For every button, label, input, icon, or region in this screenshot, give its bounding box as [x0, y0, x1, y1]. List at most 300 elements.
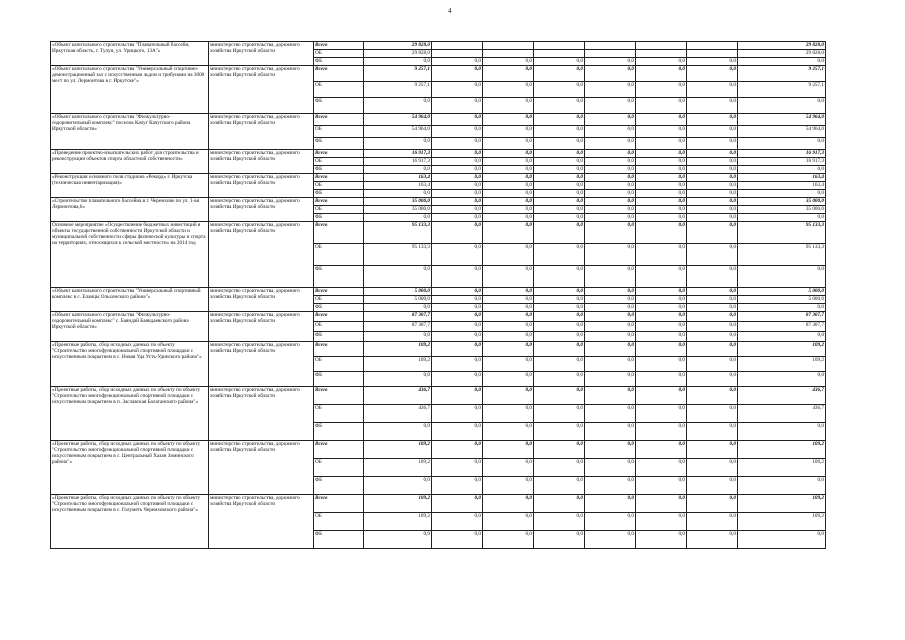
amount-cell: 0,0: [483, 342, 534, 357]
amount-cell: 87 307,7: [738, 322, 826, 332]
funding-source-cell: Всего: [314, 114, 364, 126]
funding-source-cell: Всего: [314, 312, 364, 322]
amount-cell: 16 917,3: [738, 158, 826, 166]
amount-cell: 0,0: [636, 126, 687, 138]
amount-cell: 0,0: [483, 387, 534, 405]
amount-cell: 109,2: [364, 342, 432, 357]
amount-cell: 0,0: [364, 58, 432, 66]
amount-cell: 0,0: [483, 126, 534, 138]
amount-cell: 0,0: [585, 372, 636, 387]
funding-source-cell: ОБ: [314, 182, 364, 190]
executor-cell: министерство строительства, дорожного хозяйства Иркутской области: [209, 114, 314, 150]
amount-cell: 0,0: [636, 322, 687, 332]
activity-name-cell: «Объект капитального строительства "Универсальный спортивный комплекс в с. Еланцы Ольхонского района"»: [51, 288, 209, 312]
amount-cell: 0,0: [738, 372, 826, 387]
amount-cell: 9 257,1: [738, 82, 826, 98]
amount-cell: 0,0: [432, 98, 483, 114]
amount-cell: 0,0: [432, 198, 483, 206]
amount-cell: 0,0: [636, 459, 687, 477]
amount-cell: 0,0: [534, 372, 585, 387]
amount-cell: 0,0: [534, 66, 585, 82]
amount-cell: 0,0: [432, 513, 483, 531]
amount-cell: 0,0: [636, 513, 687, 531]
table-row: [51, 342, 826, 357]
amount-cell: 109,2: [738, 513, 826, 531]
amount-cell: 87 307,7: [364, 312, 432, 322]
amount-cell: 0,0: [364, 372, 432, 387]
amount-cell: 0,0: [534, 114, 585, 126]
amount-cell: 0,0: [636, 304, 687, 312]
amount-cell: 0,0: [636, 332, 687, 342]
amount-cell: 0,0: [738, 332, 826, 342]
amount-cell: 0,0: [585, 304, 636, 312]
table-row: [51, 42, 826, 50]
amount-cell: 0,0: [432, 387, 483, 405]
amount-cell: 0,0: [636, 288, 687, 296]
amount-cell: 0,0: [636, 214, 687, 222]
executor-cell: министерство строительства, дорожного хозяйства Иркутской области: [209, 174, 314, 198]
amount-cell: 0,0: [687, 296, 738, 304]
amount-cell: 0,0: [636, 174, 687, 182]
amount-cell: 0,0: [585, 182, 636, 190]
amount-cell: [585, 42, 636, 50]
amount-cell: 0,0: [534, 58, 585, 66]
amount-cell: 0,0: [534, 206, 585, 214]
amount-cell: 0,0: [687, 98, 738, 114]
amount-cell: 0,0: [687, 342, 738, 357]
amount-cell: 54 964,0: [364, 114, 432, 126]
amount-cell: 0,0: [432, 244, 483, 266]
amount-cell: [687, 42, 738, 50]
amount-cell: 0,0: [534, 82, 585, 98]
amount-cell: 0,0: [636, 182, 687, 190]
amount-cell: 0,0: [687, 332, 738, 342]
amount-cell: 0,0: [432, 312, 483, 322]
amount-cell: 0,0: [534, 531, 585, 549]
activity-name-cell: «Объект капитального строительства "Физкультурно-оздоровительный комплекс" с. Баяндай Баяндаевского района Иркутской области»: [51, 312, 209, 342]
amount-cell: [636, 50, 687, 58]
amount-cell: 0,0: [585, 357, 636, 372]
amount-cell: 0,0: [687, 244, 738, 266]
executor-cell: министерство строительства, дорожного хозяйства Иркутской области: [209, 288, 314, 312]
amount-cell: 0,0: [738, 190, 826, 198]
page-number: 4: [448, 7, 452, 15]
amount-cell: 0,0: [483, 158, 534, 166]
amount-cell: 0,0: [585, 244, 636, 266]
activity-name-cell: «Проектные работы, сбор исходных данных по объекту по объекту "Строительство многофункциональной спортивной площадки с искусственным покрытием в п. Заславская Балаганского района"»: [51, 387, 209, 441]
amount-cell: 0,0: [687, 206, 738, 214]
amount-cell: 0,0: [432, 222, 483, 244]
funding-source-cell: Всего: [314, 288, 364, 296]
amount-cell: 0,0: [483, 495, 534, 513]
amount-cell: 54 964,0: [364, 126, 432, 138]
amount-cell: 0,0: [364, 190, 432, 198]
amount-cell: 0,0: [636, 244, 687, 266]
amount-cell: 0,0: [364, 423, 432, 441]
amount-cell: 0,0: [534, 513, 585, 531]
amount-cell: 5 000,0: [738, 288, 826, 296]
amount-cell: 0,0: [534, 244, 585, 266]
funding-source-cell: ФБ: [314, 423, 364, 441]
amount-cell: 29 828,0: [364, 50, 432, 58]
amount-cell: 0,0: [483, 174, 534, 182]
amount-cell: 0,0: [636, 98, 687, 114]
amount-cell: 0,0: [687, 423, 738, 441]
amount-cell: 95 133,3: [738, 222, 826, 244]
amount-cell: 0,0: [636, 357, 687, 372]
table-row: [51, 150, 826, 158]
funding-source-cell: Всего: [314, 174, 364, 182]
amount-cell: 0,0: [483, 372, 534, 387]
amount-cell: 0,0: [432, 288, 483, 296]
amount-cell: 0,0: [483, 244, 534, 266]
table-row: [51, 222, 826, 244]
amount-cell: 0,0: [687, 66, 738, 82]
amount-cell: 0,0: [585, 138, 636, 150]
amount-cell: 0,0: [585, 158, 636, 166]
amount-cell: 0,0: [483, 459, 534, 477]
funding-source-cell: ОБ: [314, 244, 364, 266]
funding-source-cell: ОБ: [314, 126, 364, 138]
amount-cell: 0,0: [687, 288, 738, 296]
table-row: [51, 288, 826, 296]
funding-source-cell: Всего: [314, 441, 364, 459]
amount-cell: 0,0: [534, 158, 585, 166]
amount-cell: 16 917,3: [364, 150, 432, 158]
amount-cell: 9 257,1: [364, 82, 432, 98]
amount-cell: 0,0: [534, 342, 585, 357]
amount-cell: 0,0: [534, 495, 585, 513]
amount-cell: 0,0: [687, 182, 738, 190]
funding-source-cell: Всего: [314, 342, 364, 357]
amount-cell: 0,0: [483, 214, 534, 222]
amount-cell: 0,0: [483, 150, 534, 158]
amount-cell: 29 828,0: [738, 50, 826, 58]
amount-cell: 0,0: [687, 174, 738, 182]
amount-cell: 0,0: [432, 190, 483, 198]
amount-cell: 0,0: [636, 312, 687, 322]
amount-cell: 0,0: [687, 138, 738, 150]
amount-cell: 0,0: [585, 214, 636, 222]
amount-cell: 0,0: [483, 322, 534, 332]
amount-cell: 0,0: [432, 266, 483, 288]
activity-name-cell: «Объект капитального строительства "Плавательный бассейн, Иркутская область, г. Тулун, ул. Урицкого, 13А"»: [51, 42, 209, 66]
amount-cell: 0,0: [687, 222, 738, 244]
amount-cell: 0,0: [636, 82, 687, 98]
amount-cell: 0,0: [687, 459, 738, 477]
amount-cell: 0,0: [432, 357, 483, 372]
amount-cell: 29 828,0: [364, 42, 432, 50]
funding-source-cell: ОБ: [314, 82, 364, 98]
funding-source-cell: ОБ: [314, 158, 364, 166]
amount-cell: 87 307,7: [738, 312, 826, 322]
amount-cell: 0,0: [738, 423, 826, 441]
amount-cell: 0,0: [432, 423, 483, 441]
amount-cell: 0,0: [432, 477, 483, 495]
amount-cell: 0,0: [483, 513, 534, 531]
amount-cell: 0,0: [636, 495, 687, 513]
amount-cell: 109,2: [364, 513, 432, 531]
amount-cell: 0,0: [432, 66, 483, 82]
amount-cell: [534, 42, 585, 50]
amount-cell: 0,0: [483, 332, 534, 342]
amount-cell: 0,0: [636, 138, 687, 150]
amount-cell: 436,7: [364, 405, 432, 423]
amount-cell: 0,0: [738, 166, 826, 174]
amount-cell: 0,0: [687, 357, 738, 372]
amount-cell: 0,0: [534, 459, 585, 477]
amount-cell: 0,0: [534, 423, 585, 441]
amount-cell: 0,0: [483, 296, 534, 304]
amount-cell: 0,0: [432, 114, 483, 126]
amount-cell: 0,0: [534, 477, 585, 495]
amount-cell: 0,0: [432, 182, 483, 190]
amount-cell: 0,0: [483, 58, 534, 66]
amount-cell: 0,0: [432, 372, 483, 387]
amount-cell: 0,0: [585, 423, 636, 441]
amount-cell: 0,0: [483, 477, 534, 495]
amount-cell: 163,4: [738, 174, 826, 182]
amount-cell: 0,0: [534, 198, 585, 206]
amount-cell: [687, 50, 738, 58]
amount-cell: 0,0: [432, 441, 483, 459]
funding-source-cell: ФБ: [314, 332, 364, 342]
amount-cell: 0,0: [432, 322, 483, 332]
funding-source-cell: ОБ: [314, 357, 364, 372]
amount-cell: 0,0: [534, 288, 585, 296]
amount-cell: 0,0: [534, 126, 585, 138]
amount-cell: 109,2: [364, 357, 432, 372]
amount-cell: 0,0: [483, 222, 534, 244]
amount-cell: 0,0: [483, 98, 534, 114]
amount-cell: 0,0: [432, 495, 483, 513]
table-row: [51, 198, 826, 206]
funding-source-cell: ФБ: [314, 266, 364, 288]
table-row: [51, 441, 826, 459]
executor-cell: министерство строительства, дорожного хозяйства Иркутской области: [209, 312, 314, 342]
amount-cell: 163,4: [738, 182, 826, 190]
amount-cell: 0,0: [432, 82, 483, 98]
amount-cell: 0,0: [687, 372, 738, 387]
amount-cell: 16 917,3: [738, 150, 826, 158]
amount-cell: 0,0: [483, 405, 534, 423]
funding-source-cell: ОБ: [314, 50, 364, 58]
funding-source-cell: ФБ: [314, 477, 364, 495]
amount-cell: 0,0: [636, 150, 687, 158]
amount-cell: 0,0: [636, 266, 687, 288]
amount-cell: 0,0: [738, 531, 826, 549]
amount-cell: 0,0: [738, 98, 826, 114]
amount-cell: 0,0: [738, 266, 826, 288]
activity-name-cell: «Объект капитального строительства "Физкультурно-оздоровительный комплекс" поселок Качуг Качугского района Иркутской области»: [51, 114, 209, 150]
amount-cell: 0,0: [585, 332, 636, 342]
amount-cell: 35 000,0: [738, 206, 826, 214]
amount-cell: 163,4: [364, 174, 432, 182]
amount-cell: 0,0: [687, 190, 738, 198]
amount-cell: 0,0: [585, 166, 636, 174]
amount-cell: 54 964,0: [738, 126, 826, 138]
amount-cell: 0,0: [364, 304, 432, 312]
amount-cell: 0,0: [636, 198, 687, 206]
amount-cell: 0,0: [636, 58, 687, 66]
amount-cell: 0,0: [483, 423, 534, 441]
amount-cell: 109,2: [364, 495, 432, 513]
funding-source-cell: ФБ: [314, 372, 364, 387]
amount-cell: 0,0: [738, 477, 826, 495]
amount-cell: 0,0: [687, 214, 738, 222]
amount-cell: 0,0: [636, 372, 687, 387]
funding-source-cell: Всего: [314, 66, 364, 82]
amount-cell: 0,0: [432, 332, 483, 342]
activity-name-cell: «Проектные работы, сбор исходных данных по объекту "Строительство многофункциональной спортивной площадки с искусственным покрытием в с. Новая Уда Усть-Удинского района"»: [51, 342, 209, 387]
amount-cell: 0,0: [483, 190, 534, 198]
amount-cell: 0,0: [483, 166, 534, 174]
amount-cell: 0,0: [585, 387, 636, 405]
amount-cell: 0,0: [636, 158, 687, 166]
table-row: [51, 66, 826, 82]
amount-cell: 109,2: [738, 357, 826, 372]
amount-cell: 0,0: [534, 150, 585, 158]
amount-cell: 0,0: [432, 342, 483, 357]
funding-source-cell: ФБ: [314, 58, 364, 66]
amount-cell: 0,0: [687, 150, 738, 158]
amount-cell: 5 000,0: [364, 296, 432, 304]
table-row: [51, 495, 826, 513]
amount-cell: 0,0: [687, 322, 738, 332]
amount-cell: 0,0: [534, 214, 585, 222]
amount-cell: 0,0: [687, 126, 738, 138]
amount-cell: 0,0: [585, 495, 636, 513]
table-row: [51, 174, 826, 182]
amount-cell: 109,2: [738, 441, 826, 459]
executor-cell: министерство строительства, дорожного хозяйства Иркутской области: [209, 441, 314, 495]
amount-cell: 0,0: [534, 166, 585, 174]
amount-cell: 0,0: [585, 190, 636, 198]
funding-source-cell: Всего: [314, 150, 364, 158]
amount-cell: 0,0: [585, 531, 636, 549]
amount-cell: 0,0: [585, 441, 636, 459]
amount-cell: 0,0: [636, 206, 687, 214]
funding-source-cell: ФБ: [314, 531, 364, 549]
amount-cell: 0,0: [636, 222, 687, 244]
amount-cell: 0,0: [432, 58, 483, 66]
amount-cell: 0,0: [483, 266, 534, 288]
amount-cell: 0,0: [534, 266, 585, 288]
funding-source-cell: Всего: [314, 222, 364, 244]
amount-cell: 0,0: [585, 206, 636, 214]
funding-source-cell: ФБ: [314, 214, 364, 222]
executor-cell: министерство строительства, дорожного хозяйства Иркутской области: [209, 387, 314, 441]
amount-cell: 0,0: [636, 66, 687, 82]
amount-cell: 0,0: [432, 459, 483, 477]
amount-cell: 0,0: [534, 182, 585, 190]
amount-cell: 0,0: [534, 312, 585, 322]
funding-source-cell: ОБ: [314, 322, 364, 332]
amount-cell: 0,0: [687, 158, 738, 166]
amount-cell: 0,0: [585, 288, 636, 296]
amount-cell: 35 000,0: [364, 206, 432, 214]
amount-cell: 0,0: [483, 288, 534, 296]
amount-cell: 0,0: [585, 82, 636, 98]
amount-cell: 163,4: [364, 182, 432, 190]
executor-cell: министерство строительства, дорожного хозяйства Иркутской области: [209, 198, 314, 222]
amount-cell: 0,0: [687, 477, 738, 495]
funding-source-cell: ФБ: [314, 98, 364, 114]
amount-cell: 5 000,0: [738, 296, 826, 304]
amount-cell: 109,2: [738, 342, 826, 357]
amount-cell: 0,0: [432, 214, 483, 222]
funding-source-cell: ОБ: [314, 459, 364, 477]
amount-cell: 0,0: [483, 206, 534, 214]
funding-source-cell: Всего: [314, 387, 364, 405]
executor-cell: министерство строительства, дорожного хозяйства Иркутской области: [209, 66, 314, 114]
executor-cell: министерство строительства, дорожного хозяйства Иркутской области: [209, 42, 314, 66]
amount-cell: 0,0: [483, 357, 534, 372]
amount-cell: 0,0: [483, 114, 534, 126]
amount-cell: 0,0: [585, 66, 636, 82]
amount-cell: 0,0: [687, 495, 738, 513]
amount-cell: 109,2: [738, 459, 826, 477]
amount-cell: 0,0: [636, 405, 687, 423]
funding-source-cell: Всего: [314, 42, 364, 50]
amount-cell: 0,0: [738, 214, 826, 222]
amount-cell: 0,0: [483, 182, 534, 190]
activity-name-cell: «Реконструкция основного поля стадиона «Рекорд» г. Иркутска (техническая инвентаризация)»: [51, 174, 209, 198]
amount-cell: 0,0: [534, 357, 585, 372]
amount-cell: 0,0: [483, 304, 534, 312]
amount-cell: 0,0: [534, 387, 585, 405]
amount-cell: 0,0: [636, 114, 687, 126]
amount-cell: 0,0: [636, 166, 687, 174]
amount-cell: 0,0: [585, 126, 636, 138]
amount-cell: 0,0: [636, 296, 687, 304]
amount-cell: 95 133,3: [364, 222, 432, 244]
amount-cell: 0,0: [687, 387, 738, 405]
executor-cell: министерство строительства, дорожного хозяйства Иркутской области: [209, 342, 314, 387]
amount-cell: [585, 50, 636, 58]
funding-source-cell: ОБ: [314, 405, 364, 423]
amount-cell: 0,0: [585, 342, 636, 357]
amount-cell: 0,0: [483, 82, 534, 98]
amount-cell: 436,7: [738, 387, 826, 405]
amount-cell: 0,0: [432, 296, 483, 304]
amount-cell: 0,0: [687, 114, 738, 126]
amount-cell: 0,0: [364, 214, 432, 222]
funding-source-cell: Всего: [314, 198, 364, 206]
amount-cell: 0,0: [585, 405, 636, 423]
amount-cell: 0,0: [534, 322, 585, 332]
amount-cell: 0,0: [636, 190, 687, 198]
activity-name-cell: «Строительство плавательного бассейна в г. Черемхово по ул. 1-ая Лермонтова,6»: [51, 198, 209, 222]
funding-source-cell: ФБ: [314, 304, 364, 312]
amount-cell: 109,2: [364, 441, 432, 459]
amount-cell: [483, 42, 534, 50]
amount-cell: 0,0: [364, 266, 432, 288]
amount-cell: 35 000,0: [738, 198, 826, 206]
amount-cell: 0,0: [738, 138, 826, 150]
amount-cell: 9 257,1: [738, 66, 826, 82]
amount-cell: 0,0: [483, 312, 534, 322]
amount-cell: 0,0: [534, 296, 585, 304]
amount-cell: 436,7: [738, 405, 826, 423]
table-row: [51, 387, 826, 405]
amount-cell: 0,0: [585, 312, 636, 322]
amount-cell: 0,0: [364, 477, 432, 495]
amount-cell: 0,0: [364, 138, 432, 150]
amount-cell: 0,0: [534, 190, 585, 198]
amount-cell: 5 000,0: [364, 288, 432, 296]
amount-cell: [432, 42, 483, 50]
